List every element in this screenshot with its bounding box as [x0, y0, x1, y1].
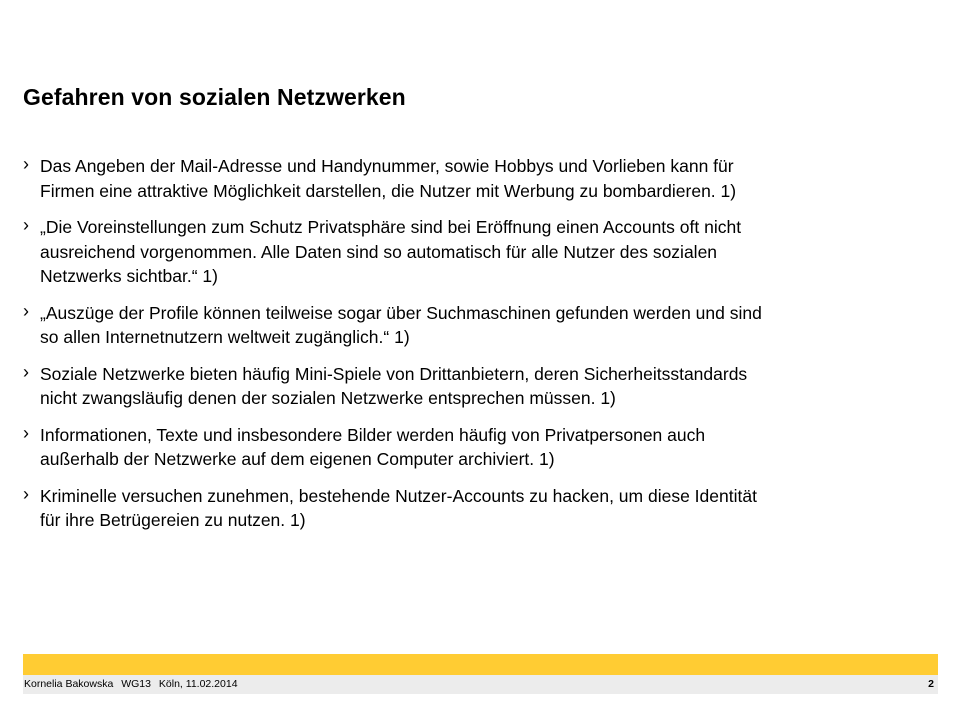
bullet-line: Soziale Netzwerke bieten häufig Mini-Spiele von Drittanbietern, deren Sicherheitsstandards — [40, 363, 748, 384]
bullet-list — [23, 154, 923, 545]
bullet-item — [23, 362, 923, 411]
bullet-item — [23, 484, 923, 533]
footer-author: Kornelia Bakowska — [24, 678, 114, 690]
bullet-item — [23, 215, 923, 289]
chevron-right-icon: › — [23, 300, 29, 321]
bullet-line: Kriminelle versuchen zunehmen, bestehende Nutzer-Accounts zu hacken, um diese Identität — [40, 485, 757, 506]
footer-place-date: Köln, 11.02.2014 — [158, 678, 238, 690]
bullet-line: Netzwerks sichtbar.“ 1) — [40, 266, 218, 286]
footer-info — [24, 678, 243, 691]
chevron-right-icon: › — [23, 215, 29, 235]
bullet-item — [23, 423, 923, 472]
bullet-line: so allen Internetnutzern weltweit zugänglich.“ 1) — [40, 327, 410, 347]
bullet-line: Das Angeben der Mail-Adresse und Handynummer, sowie Hobbys und Vorlieben kann für — [40, 156, 734, 176]
chevron-right-icon: › — [23, 361, 29, 382]
bullet-line: ausreichend vorgenommen. Alle Daten sind so automatisch für alle Nutzer des sozialen — [40, 241, 718, 262]
bullet-item — [23, 301, 923, 350]
bullet-line: außerhalb der Netzwerke auf dem eigenen Computer archiviert. 1) — [40, 449, 555, 469]
chevron-right-icon: › — [23, 483, 29, 504]
chevron-right-icon: › — [23, 422, 29, 443]
chevron-right-icon: › — [23, 154, 29, 174]
bullet-item — [23, 154, 923, 203]
bullet-line: Informationen, Texte und insbesondere Bilder werden häufig von Privatpersonen auch — [40, 424, 706, 445]
slide-title: Gefahren von sozialen Netzwerken — [23, 84, 406, 110]
bullet-line: für ihre Betrügereien zu nutzen. 1) — [40, 510, 306, 530]
bullet-line: „Die Voreinstellungen zum Schutz Privatsphäre sind bei Eröffnung einen Accounts oft nicht — [40, 217, 742, 237]
footer-group: WG13 — [121, 678, 151, 690]
bullet-line: „Auszüge der Profile können teilweise sogar über Suchmaschinen gefunden werden und sind — [40, 302, 762, 323]
bullet-line: Firmen eine attraktive Möglichkeit darstellen, die Nutzer mit Werbung zu bombardieren. 1) — [40, 180, 737, 201]
bullet-line: nicht zwangsläufig denen der sozialen Netzwerke entsprechen müssen. 1) — [40, 388, 616, 408]
page-number: 2 — [928, 678, 934, 690]
footer-accent-bar — [23, 654, 938, 675]
